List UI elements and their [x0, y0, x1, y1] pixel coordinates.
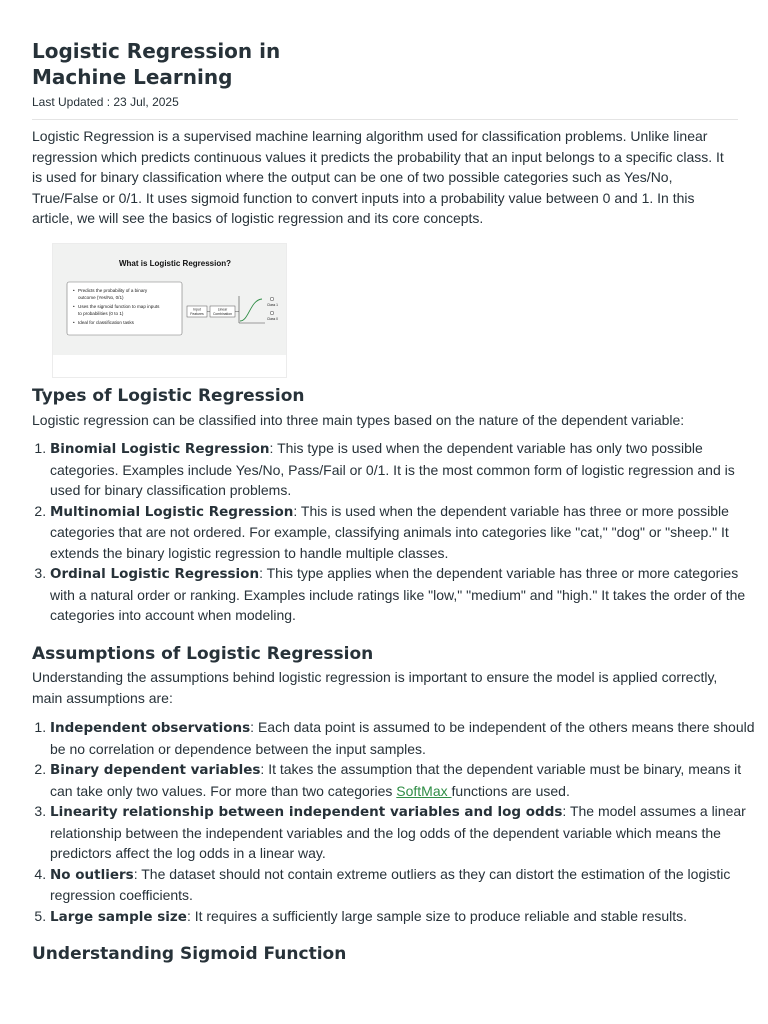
list-item-term: Binary dependent variables — [50, 762, 261, 778]
list-item-term: Independent observations — [50, 720, 251, 736]
figure-bullet-dot: • — [73, 288, 75, 293]
list-item-term: Linearity relationship between independent variables and log odds — [50, 804, 563, 820]
list-item-text: : The model assumes a linear relationship between the independent variables and the log odds of the dependent variable which means the predictors affect the log odds in a linear way. — [50, 803, 746, 861]
page-title: Logistic Regression in Machine Learning — [32, 39, 281, 89]
intro-paragraph: Logistic Regression is a supervised machine learning algorithm used for classification problems. Unlike linear regression which predicts continuous values it predicts the probability that an input belongs to a specific class. It is used for binary classification where the output can be one of two possible categories such as Yes/No, True/False or 0/1. It uses sigmoid function to convert inputs into a probability value between 0 and 1. In this article, we will see the basics of logistic regression and its core concepts. — [32, 128, 724, 226]
input-features-label-1: Input — [193, 307, 201, 312]
figure-bullet-2b: to probabilities (0 to 1) — [78, 311, 124, 316]
list-item — [50, 759, 756, 801]
list-item-text: : This type applies when the dependent variable has three or more categories with a natural order or ranking. Examples include ratings like "low," "medium" and "high." It takes the order of the categories into account when modeling. — [50, 565, 746, 623]
figure-title: What is Logistic Regression? — [118, 259, 232, 268]
list-item-term: Ordinal Logistic Regression — [50, 566, 260, 582]
figure-bullet-dot: • — [73, 320, 75, 325]
list-item-term: Binomial Logistic Regression — [50, 441, 270, 457]
linear-combination-label-2: Combination — [212, 312, 233, 316]
list-item-text: : This is used when the dependent variable has three or more possible categories that are not ordered. For example, classifying animals into categories like "cat," "dog" or "sheep." It extends the binary logistic regression to handle multiple classes. — [50, 502, 729, 561]
figure-bullet-2a: Uses the sigmoid function to map inputs — [78, 304, 160, 309]
list-item-text: : It takes the assumption that the dependent variable must be binary, means it can take only two values. For more than two categories — [50, 761, 742, 799]
section-heading-assumptions: Assumptions of Logistic Regression — [32, 644, 374, 664]
assumptions-list — [32, 717, 756, 927]
section-heading-types: Types of Logistic Regression — [32, 386, 305, 406]
list-item-term: No outliers — [50, 866, 134, 883]
class-0-marker — [270, 311, 274, 315]
figure-bullet-3: Ideal for classification tasks — [78, 320, 134, 325]
list-item-term: Multinomial Logistic Regression — [50, 503, 294, 520]
sigmoid-curve — [240, 299, 262, 321]
list-item — [50, 438, 756, 501]
list-item-text: : Each data point is assumed to be independent of the others means there should be no correlation or dependence between the input samples. — [50, 719, 755, 757]
section-heading-sigmoid: Understanding Sigmoid Function — [32, 944, 347, 964]
class-0-label: Class 0 — [267, 317, 278, 321]
list-item — [50, 801, 756, 864]
figure-bullet-1a: Predicts the probability of a binary — [78, 288, 148, 293]
class-1-marker — [270, 297, 274, 301]
softmax-link[interactable]: SoftMax — [396, 782, 452, 799]
list-item-text: : The dataset should not contain extreme outliers as they can distort the estimation of the logistic regression coefficients. — [50, 865, 731, 903]
input-features-label-2: Features — [190, 312, 204, 316]
list-item-text: : It requires a sufficiently large sample size to produce reliable and stable results. — [186, 907, 688, 924]
list-item-term: Large sample size — [50, 908, 187, 925]
list-item — [50, 717, 756, 759]
figure-bullet-dot: • — [73, 304, 75, 309]
list-item-text: : This type is used when the dependent variable has only two possible categories. Examples include Yes/No, Pass/Fail or 0/1. It is the most common form of logistic regression and is used for binary classification problems. — [50, 440, 735, 498]
list-item — [50, 563, 756, 626]
figure-panel — [53, 244, 286, 355]
list-item — [50, 906, 756, 928]
list-item — [50, 501, 756, 564]
assumptions-intro: Understanding the assumptions behind logistic regression is important to ensure the model is applied correctly, main assumptions are: — [32, 669, 718, 706]
divider — [32, 119, 738, 120]
types-list — [32, 438, 756, 626]
class-1-label: Class 1 — [267, 303, 278, 307]
figure-bullet-1b: outcome (Yes/No, 0/1) — [78, 295, 124, 300]
list-item — [50, 864, 756, 906]
last-updated: Last Updated : 23 Jul, 2025 — [32, 95, 179, 109]
linear-combination-label-1: Linear — [217, 307, 228, 312]
logistic-regression-diagram — [53, 244, 286, 355]
types-intro: Logistic regression can be classified into three main types based on the nature of the dependent variable: — [32, 412, 685, 428]
list-item-text: functions are used. — [451, 782, 570, 799]
article-figure — [52, 243, 287, 378]
